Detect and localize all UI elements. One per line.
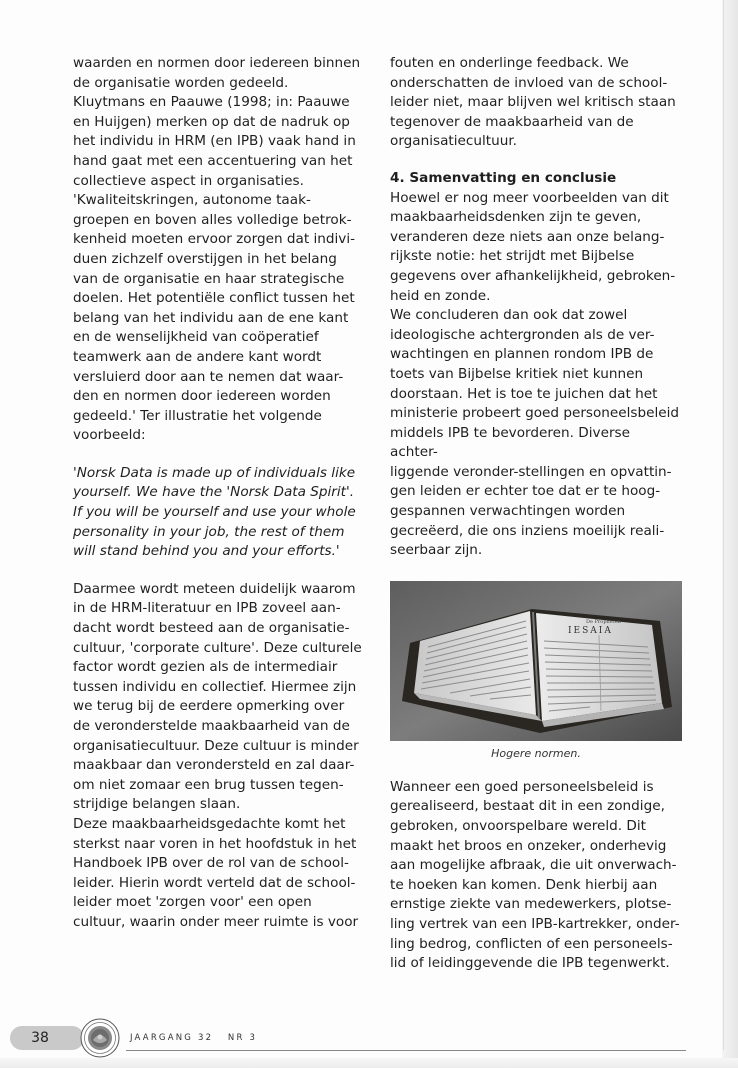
page-footer xyxy=(0,1018,738,1058)
right-column xyxy=(390,54,682,974)
page-number: 38 xyxy=(31,1030,49,1046)
norsk-data-quote: 'Norsk Data is made up of individuals like yourself. We have the 'Norsk Data Spirit'. If you will be yourself and use your whole personality in your job, the rest of them will stand behind you and your efforts.' xyxy=(73,464,356,560)
section-heading: 4. Samenvatting en conclusie xyxy=(390,169,617,186)
spacer xyxy=(390,152,682,169)
right-paragraph-3: Wanneer een goed personeelsbeleid is gerealiseerd, bestaat dit in een zondige, gebroken, onvoorspelbare wereld. Dit maakt het broos en onzeker, onderhevig aan mogelijke afbraak, die uit onverwach- te hoeken kan komen. Denk hierbij aan ernstige ziekte van medewerkers, plotse- ling vertrek van een IPB-kartrekker, onder- ling bedrog, conflicten of een personeels- lid of leidinggevende die IPB tegenwerkt. xyxy=(390,778,680,972)
right-paragraph-1: fouten en onderlinge feedback. We onderschatten de invloed van de school- leider niet, maar blijven wel kritisch staan tegenover de maakbaarheid van de organisatiecultuur. xyxy=(390,55,676,150)
bible-figure xyxy=(390,581,682,741)
left-paragraph-2: Daarmee wordt meteen duidelijk waarom in de HRM-literatuur en IPB zoveel aan- dacht wordt besteed aan de organisatie- cultuur, 'corporate culture'. Deze culturele factor wordt gezien als de intermediair tussen individu en collectief. Hiermee zijn we terug bij de eerdere opmerking over de veronderstelde maakbaarheid van de organisatiecultuur. Deze cultuur is minder maakbaar dan verondersteld en zal daar- om niet zomaar een brug tussen tegen- strijdige belangen slaan. Deze maakbaarheidsgedachte komt het sterkst naar voren in het hoofdstuk in het Handboek IPB over de rol van de school- leider. Hierin wordt verteld dat de school- leider moet 'zorgen voor' een open cultuur, waarin onder meer ruimte is voor xyxy=(73,580,362,930)
figure-caption: Hogere normen. xyxy=(491,746,581,760)
right-paragraph-2: Hoewel er nog meer voorbeelden van dit maakbaarheidsdenken zijn te geven, veranderen deze niets aan onze belang- rijkste notie: het strijdt met Bijbelse gegevens over afhankelijkheid, gebroken- heid en zonde. We concluderen dan ook dat zowel ideologische achtergronden als de ver- wachtingen en plannen rondom IPB de toets van Bijbelse kritiek niet kunnen doorstaan. Het is toe te juichen dat het ministerie probeert goed personeelsbeleid middels IPB te bevorderen. Diverse achter- liggende veronder-stellingen en opvattin- gen leiden er echter toe dat er te hoog- gespannen verwachtingen worden gecreëerd, die ons inziens moeilijk reali- seerbaar zijn. xyxy=(390,189,680,559)
left-paragraph-1: waarden en normen door iedereen binnen de organisatie worden gedeeld. Kluytmans en Paauwe (1998; in: Paauwe en Huijgen) merken op dat de nadruk op het individu in HRM (en IPB) vaak hand in hand gaat met een accentuering van het collectieve aspect in organisaties. 'Kwaliteitskringen, autonome taak- groepen en boven alles volledige betrok- kenheid moeten ervoor zorgen dat indivi- duen zichzelf overstijgen in het belang van de organisatie en haar strategische doelen. Het potentiële conflict tussen het belang van het individu aan de ene kant en de wenselijkheid van coöperatief teamwerk aan de andere kant wordt versluierd door aan te nemen dat waar- den en normen door iedereen worden gedeeld.' Ter illustratie het volgende voorbeeld: xyxy=(73,55,361,444)
spacer xyxy=(390,761,682,778)
page-edge-shadow xyxy=(722,0,738,1068)
spacer xyxy=(73,446,369,464)
footer-rule xyxy=(126,1050,686,1051)
journal-issue: JAARGANG 32 NR 3 xyxy=(130,1033,258,1043)
left-column xyxy=(73,54,369,933)
open-bible-image xyxy=(390,581,682,741)
spacer xyxy=(73,562,369,580)
page-edge-line xyxy=(723,0,724,1050)
page-bottom-edge xyxy=(0,1058,738,1068)
book-heading: IESAIA xyxy=(568,625,613,636)
journal-emblem-icon xyxy=(80,1018,120,1058)
book-running-head: De Propheten xyxy=(586,618,621,625)
